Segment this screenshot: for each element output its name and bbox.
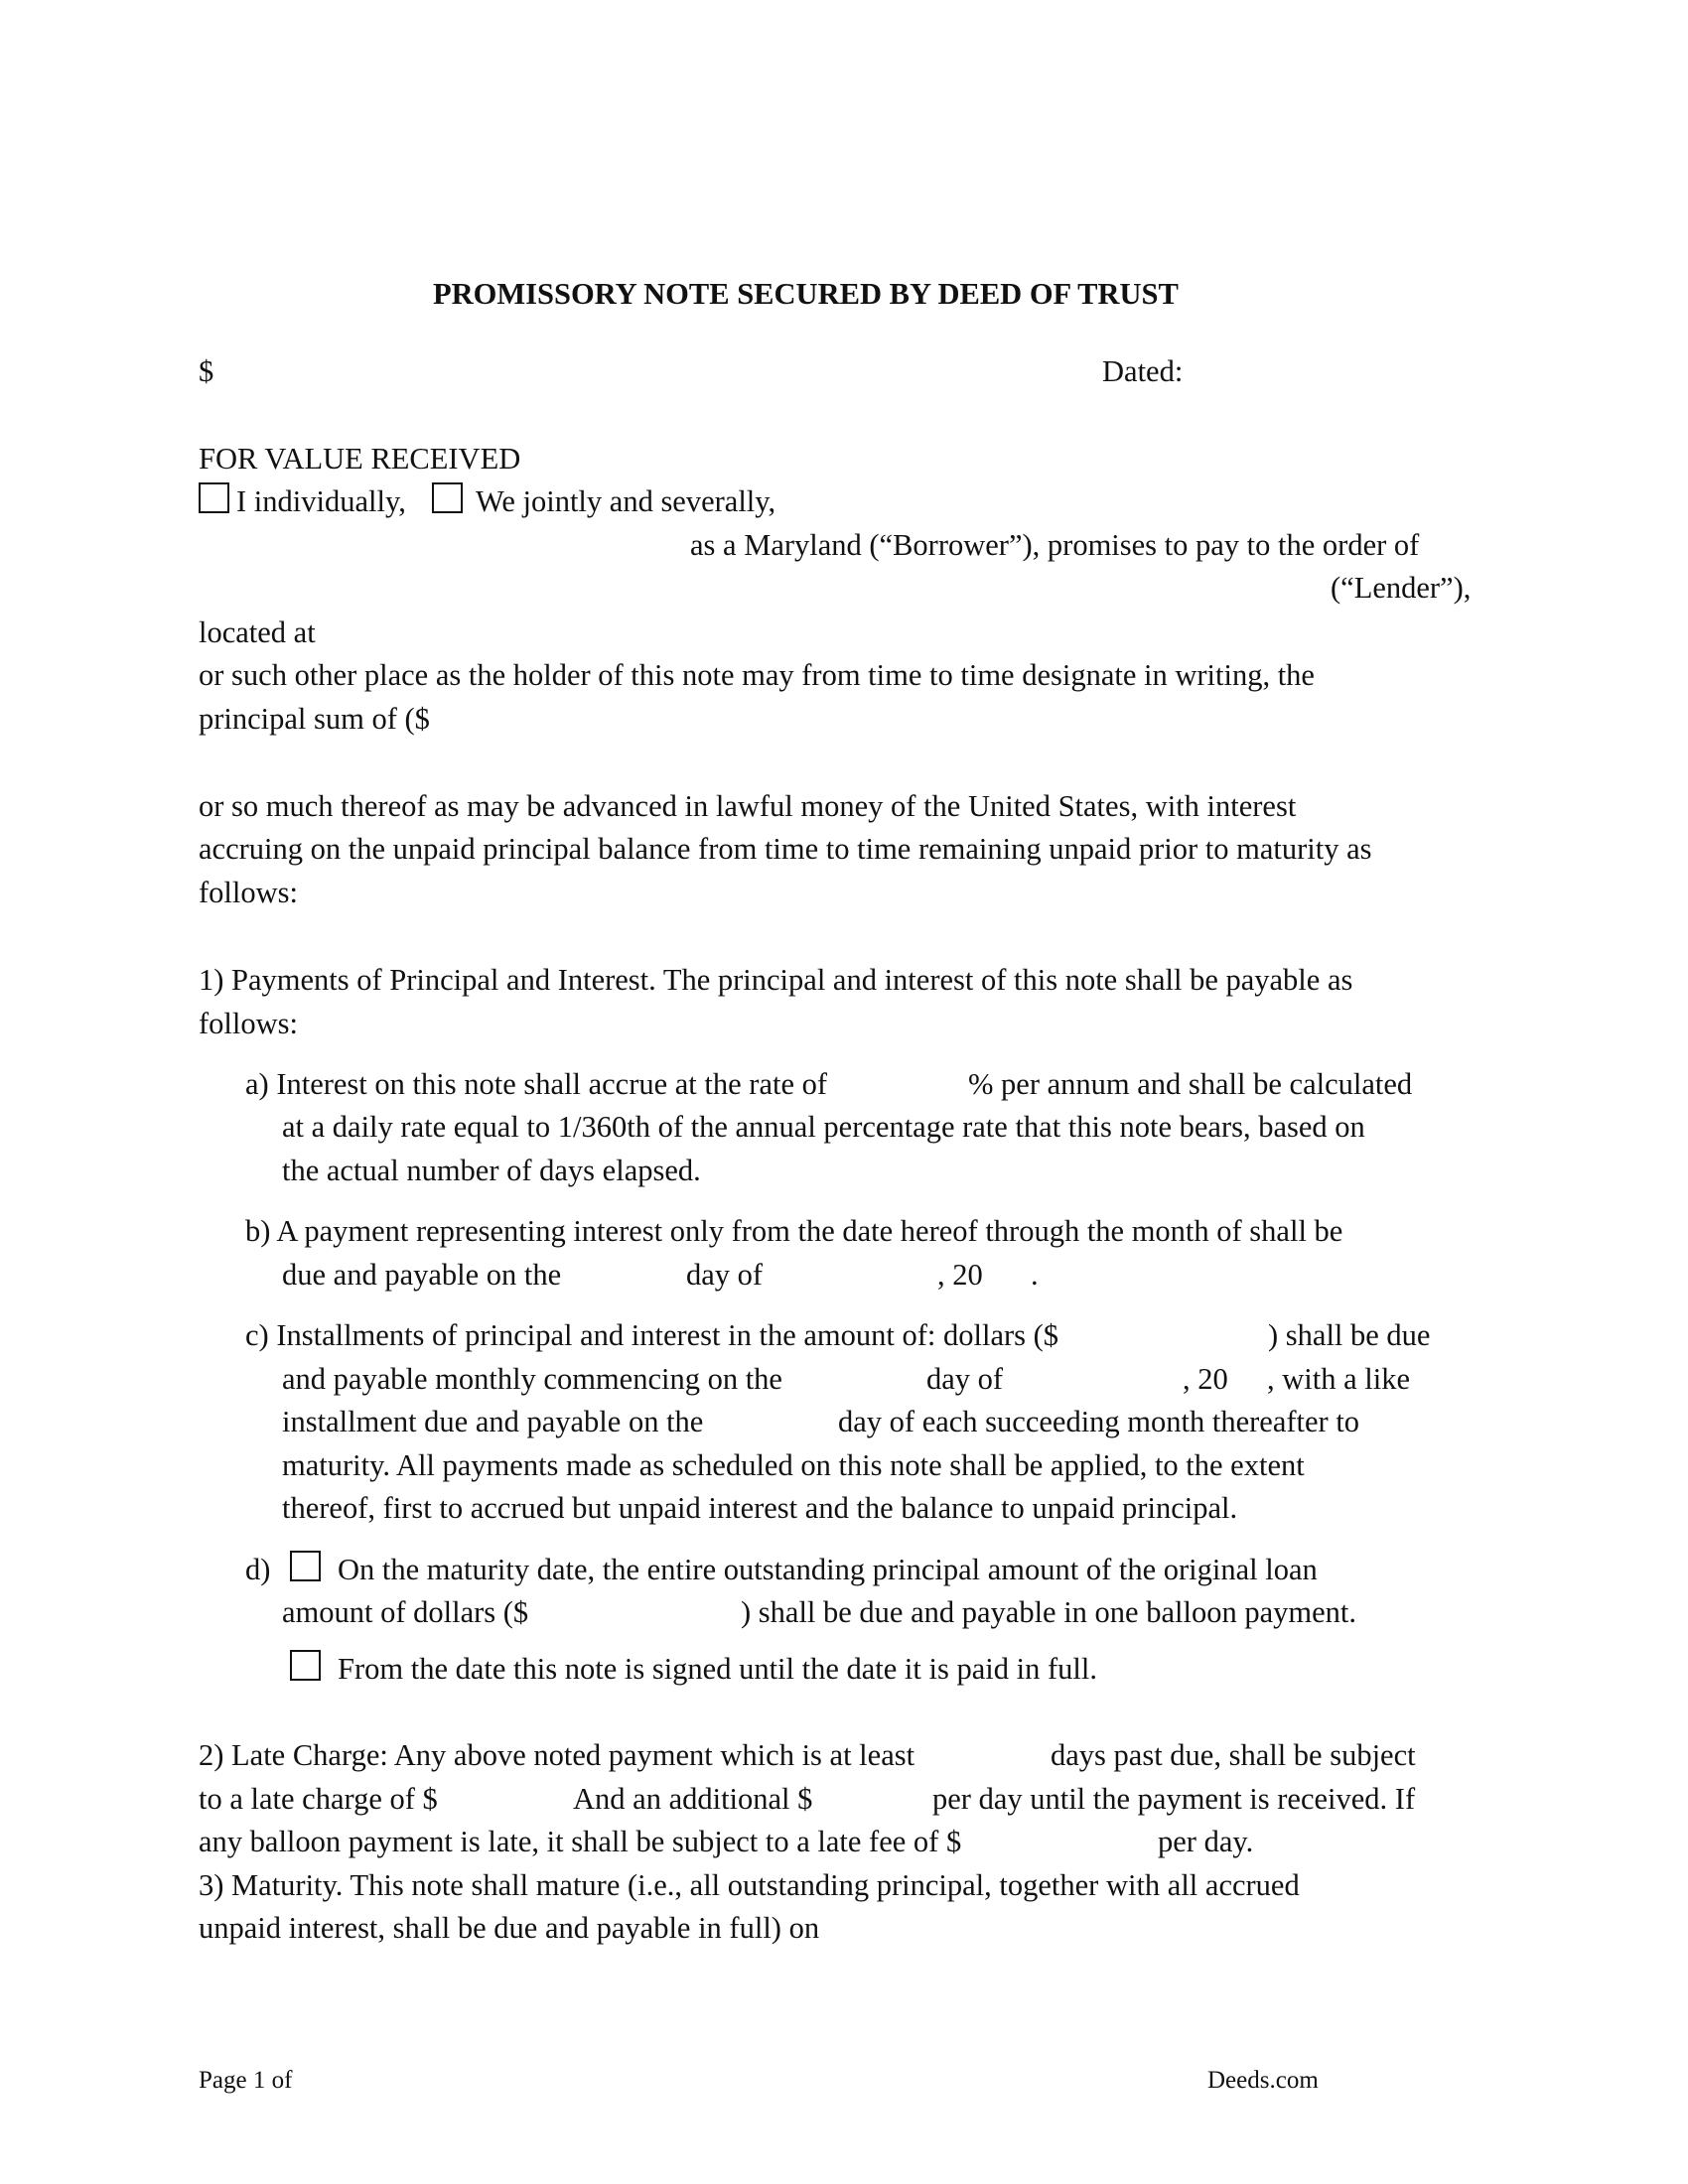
advanced-line-2: accruing on the unpaid principal balance from time to time remaining unpaid prior to maturity as — [199, 832, 1372, 866]
checkbox-individually[interactable] — [199, 482, 229, 513]
late-charge-line-1: 2) Late Charge: Any above noted payment which is at least — [199, 1738, 915, 1772]
amount-dollar-sign: $ — [199, 354, 214, 388]
item-c-line-1: c) Installments of principal and interest in the amount of: dollars ($ — [245, 1318, 1059, 1352]
option-individually-label: I individually, — [236, 484, 406, 518]
item-c-line-5: thereof, first to accrued but unpaid interest and the balance to unpaid principal. — [282, 1491, 1238, 1525]
maturity-line-1: 3) Maturity. This note shall mature (i.e., all outstanding principal, together with all accrued — [199, 1868, 1300, 1902]
dated-label: Dated: — [1102, 354, 1184, 388]
item-c-year: , 20 — [1183, 1362, 1228, 1396]
item-a-line-1: a) Interest on this note shall accrue at the rate of — [245, 1067, 828, 1101]
for-value-received: FOR VALUE RECEIVED — [199, 442, 521, 476]
late-charge-line-3: any balloon payment is late, it shall be subject to a late fee of $ — [199, 1825, 962, 1858]
late-charge-line-1-end: days past due, shall be subject — [1051, 1738, 1416, 1772]
item-c-line-3: installment due and payable on the — [282, 1405, 704, 1438]
late-charge-line-2-end: per day until the payment is received. If — [932, 1782, 1416, 1816]
section1-line-1: 1) Payments of Principal and Interest. The principal and interest of this note shall be payable as — [199, 963, 1353, 997]
item-d-line-1: On the maturity date, the entire outstanding principal amount of the original loan — [338, 1553, 1318, 1586]
item-d-line-2: amount of dollars ($ — [282, 1595, 529, 1629]
item-a-line-1-rate: % per annum and shall be calculated — [968, 1067, 1413, 1101]
document-title: PROMISSORY NOTE SECURED BY DEED OF TRUST — [433, 277, 1179, 311]
item-c-line-1-end: ) shall be due — [1268, 1318, 1431, 1352]
item-d-line-2-end: ) shall be due and payable in one balloon payment. — [741, 1595, 1356, 1629]
item-b-period: . — [1031, 1258, 1039, 1292]
principal-sum-line: principal sum of ($ — [199, 702, 430, 736]
checkbox-balloon-payment[interactable] — [290, 1551, 321, 1581]
item-c-day-of: day of — [926, 1362, 1004, 1396]
item-c-like: , with a like — [1267, 1362, 1410, 1396]
item-d-option-2: From the date this note is signed until the date it is paid in full. — [338, 1652, 1097, 1686]
item-b-line-1: b) A payment representing interest only from the date hereof through the month of shall be — [245, 1214, 1343, 1248]
item-a-line-2: at a daily rate equal to 1/360th of the annual percentage rate that this note bears, based on — [282, 1110, 1365, 1144]
footer-page-number: Page 1 of — [199, 2067, 293, 2094]
item-b-year: , 20 — [937, 1258, 983, 1292]
maturity-line-2: unpaid interest, shall be due and payable in full) on — [199, 1911, 820, 1945]
late-charge-line-3-end: per day. — [1158, 1825, 1254, 1858]
lender-line: (“Lender”), — [1331, 571, 1472, 605]
located-at: located at — [199, 615, 316, 649]
footer-site: Deeds.com — [1207, 2067, 1319, 2094]
section1-line-2: follows: — [199, 1007, 298, 1040]
late-charge-additional: And an additional $ — [573, 1782, 813, 1816]
late-charge-line-2: to a late charge of $ — [199, 1782, 438, 1816]
item-c-line-4: maturity. All payments made as scheduled on this note shall be applied, to the extent — [282, 1448, 1305, 1482]
item-a-line-3: the actual number of days elapsed. — [282, 1154, 701, 1187]
borrower-line: as a Maryland (“Borrower”), promises to pay to the order of — [690, 528, 1420, 562]
item-c-line-3-end: day of each succeeding month thereafter to — [838, 1405, 1360, 1438]
advanced-line-3: follows: — [199, 876, 298, 909]
item-d-label: d) — [245, 1553, 271, 1586]
option-jointly-label: We jointly and severally, — [476, 484, 776, 518]
item-b-day-of: day of — [686, 1258, 764, 1292]
checkbox-jointly[interactable] — [432, 482, 463, 513]
item-c-line-2: and payable monthly commencing on the — [282, 1362, 782, 1396]
item-b-line-2: due and payable on the — [282, 1258, 562, 1292]
other-place-line: or such other place as the holder of this note may from time to time designate in writing, the — [199, 658, 1315, 692]
checkbox-until-paid[interactable] — [290, 1650, 321, 1681]
advanced-line-1: or so much thereof as may be advanced in lawful money of the United States, with interest — [199, 789, 1297, 823]
